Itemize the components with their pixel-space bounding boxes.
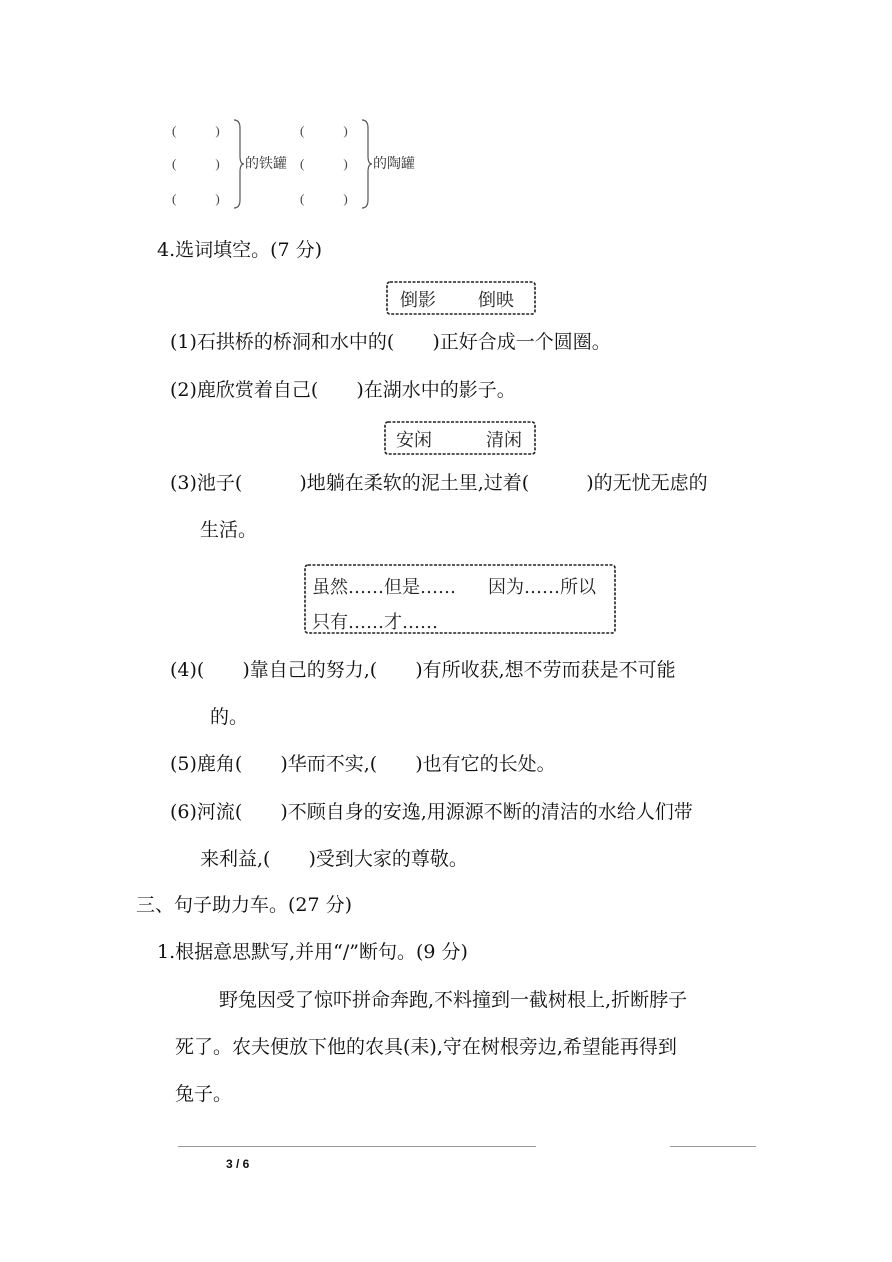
word-option: 倒映 — [478, 290, 514, 311]
item-3-line-1: (3)池子( )地躺在柔软的泥土里,过着( )的无忧无虑的 — [170, 472, 708, 494]
item-4-line-1: (4)( )靠自己的努力,( )有所收获,想不劳而获是不可能 — [170, 659, 676, 681]
word-choice-box-2 — [382, 419, 538, 457]
conjunction-option: 因为……所以 — [488, 577, 596, 598]
question-1-title: 1.根据意思默写,并用“/”断句。(9 分) — [157, 941, 468, 963]
footer-rule — [670, 1146, 756, 1147]
item-4-line-2: 的。 — [210, 706, 249, 728]
blank-paren: ( ) — [300, 123, 348, 138]
paragraph-line: 野兔因受了惊吓拼命奔跑,不料撞到一截树根上,折断脖子 — [219, 989, 688, 1011]
paragraph-line: 死了。农夫便放下他的农具(耒),守在树根旁边,希望能再得到 — [175, 1036, 677, 1058]
clay-jar-label: 的陶罐 — [373, 156, 415, 172]
blank-paren: ( ) — [172, 123, 220, 138]
item-5: (5)鹿角( )华而不实,( )也有它的长处。 — [170, 753, 556, 775]
right-brace-icon — [360, 118, 374, 210]
word-option: 清闲 — [486, 430, 522, 451]
item-3-line-2: 生活。 — [200, 519, 258, 541]
section-3-title: 三、句子助力车。(27 分) — [136, 894, 353, 916]
question-4-title: 4.选词填空。(7 分) — [157, 239, 323, 261]
paragraph-line: 兔子。 — [175, 1083, 233, 1105]
footer-rule — [178, 1146, 536, 1147]
page-number: 3 / 6 — [226, 1157, 250, 1171]
word-option: 倒影 — [400, 290, 436, 311]
iron-jar-label: 的铁罐 — [245, 156, 287, 172]
blank-paren: ( ) — [300, 191, 348, 206]
right-brace-icon — [232, 118, 246, 210]
item-1: (1)石拱桥的桥洞和水中的( )正好合成一个圆圈。 — [170, 331, 611, 353]
conjunction-option: 虽然……但是…… — [312, 577, 456, 598]
word-option: 安闲 — [396, 430, 432, 451]
item-6-line-1: (6)河流( )不顾自身的安逸,用源源不断的清洁的水给人们带 — [170, 801, 693, 823]
conjunction-option: 只有……才…… — [312, 612, 438, 633]
blank-paren: ( ) — [172, 191, 220, 206]
blank-paren: ( ) — [300, 156, 348, 171]
conjunction-choice-box — [302, 562, 618, 636]
item-2: (2)鹿欣赏着自己( )在湖水中的影子。 — [170, 379, 516, 401]
item-6-line-2: 来利益,( )受到大家的尊敬。 — [200, 848, 468, 870]
word-choice-box-1 — [384, 279, 538, 317]
blank-paren: ( ) — [172, 156, 220, 171]
